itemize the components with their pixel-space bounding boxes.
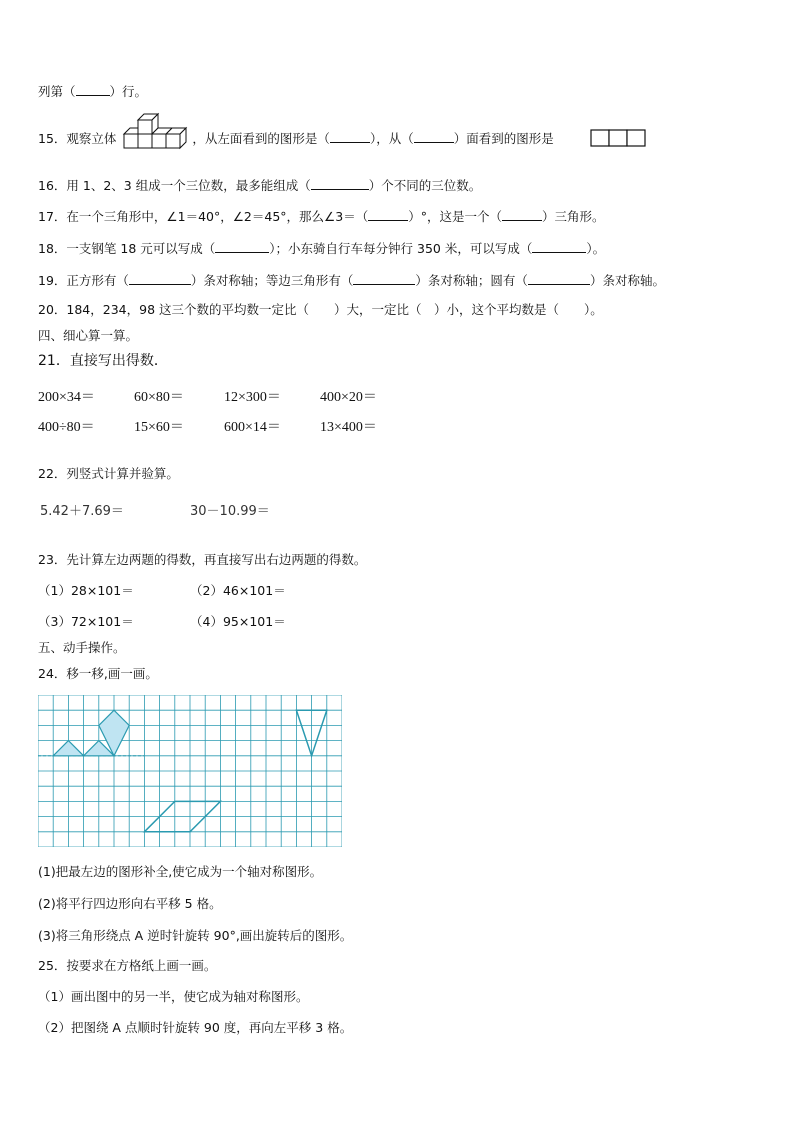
q23-item-3: （3）72×101＝ bbox=[38, 614, 134, 629]
q21-r2-c2: 15×60＝ bbox=[134, 420, 184, 435]
question-16: 16．用 1、2、3 组成一个三位数，最多能组成（ ）个不同的三位数。 bbox=[38, 178, 482, 193]
grid-paper-24[interactable] bbox=[38, 695, 342, 847]
q24-task-1: (1)把最左边的图形补全,使它成为一个轴对称图形。 bbox=[38, 864, 323, 879]
q21-r1-c2: 60×80＝ bbox=[134, 390, 184, 405]
q21-r2-c4: 13×400＝ bbox=[320, 420, 377, 435]
solid-cube-figure bbox=[120, 112, 192, 162]
answer-blank[interactable] bbox=[353, 272, 415, 285]
q21-r1-c4: 400×20＝ bbox=[320, 390, 377, 405]
view-three-squares bbox=[590, 129, 646, 147]
answer-blank[interactable] bbox=[76, 83, 110, 96]
answer-blank[interactable] bbox=[311, 177, 369, 190]
answer-blank[interactable] bbox=[528, 272, 590, 285]
question-18: 18．一支钢笔 18 元可以写成（ ）；小东骑自行车每分钟行 350 米，可以写成（ ）。 bbox=[38, 241, 606, 256]
q25-task-2: （2）把图绕 A 点顺时针旋转 90 度，再向左平移 3 格。 bbox=[38, 1020, 353, 1035]
answer-blank[interactable] bbox=[532, 240, 586, 253]
q21-r1-c3: 12×300＝ bbox=[224, 390, 281, 405]
question-15: 15．观察立体 ，从左面看到的图形是（ ），从（ ）面看到的图形是 bbox=[38, 131, 554, 146]
q22-expr-2: 30－10.99＝ bbox=[190, 504, 270, 519]
section-5-heading: 五、动手操作。 bbox=[38, 640, 126, 655]
question-20: 20．184，234，98 这三个数的平均数一定比（ ）大，一定比（ ）小，这个平均数是（ ）。 bbox=[38, 302, 603, 317]
question-21-title: 21．直接写出得数． bbox=[38, 353, 168, 369]
answer-blank[interactable] bbox=[368, 208, 408, 221]
question-24-title: 24．移一移,画一画。 bbox=[38, 666, 158, 681]
q21-r2-c3: 600×14＝ bbox=[224, 420, 281, 435]
answer-blank[interactable] bbox=[129, 272, 191, 285]
question-22-title: 22．列竖式计算并验算。 bbox=[38, 466, 179, 481]
small-triangle bbox=[53, 741, 83, 756]
answer-blank[interactable] bbox=[414, 130, 454, 143]
question-25-title: 25．按要求在方格纸上画一画。 bbox=[38, 958, 217, 973]
question-19: 19．正方形有（ ）条对称轴；等边三角形有（ ）条对称轴；圆有（ ）条对称轴。 bbox=[38, 273, 665, 288]
q25-task-1: （1）画出图中的另一半，使它成为轴对称图形。 bbox=[38, 989, 309, 1004]
answer-blank[interactable] bbox=[330, 130, 370, 143]
q14-tail: 列第（ ）行。 bbox=[38, 84, 148, 99]
q21-r1-c1: 200×34＝ bbox=[38, 390, 95, 405]
q21-r2-c1: 400÷80＝ bbox=[38, 420, 95, 435]
question-17: 17．在一个三角形中，∠1＝40°，∠2＝45°，那么∠3＝（ ）°，这是一个（ ）三角形。 bbox=[38, 209, 605, 224]
q24-task-2: (2)将平行四边形向右平移 5 格。 bbox=[38, 896, 222, 911]
section-4-heading: 四、细心算一算。 bbox=[38, 328, 139, 343]
question-23-title: 23．先计算左边两题的得数，再直接写出右边两题的得数。 bbox=[38, 552, 367, 567]
answer-blank[interactable] bbox=[502, 208, 542, 221]
q24-task-3: (3)将三角形绕点 A 逆时针旋转 90°,画出旋转后的图形。 bbox=[38, 928, 353, 943]
q23-item-2: （2）46×101＝ bbox=[190, 583, 286, 598]
q23-item-1: （1）28×101＝ bbox=[38, 583, 134, 598]
answer-blank[interactable] bbox=[215, 240, 269, 253]
q22-expr-1: 5.42＋7.69＝ bbox=[40, 504, 124, 519]
q23-item-4: （4）95×101＝ bbox=[190, 614, 286, 629]
